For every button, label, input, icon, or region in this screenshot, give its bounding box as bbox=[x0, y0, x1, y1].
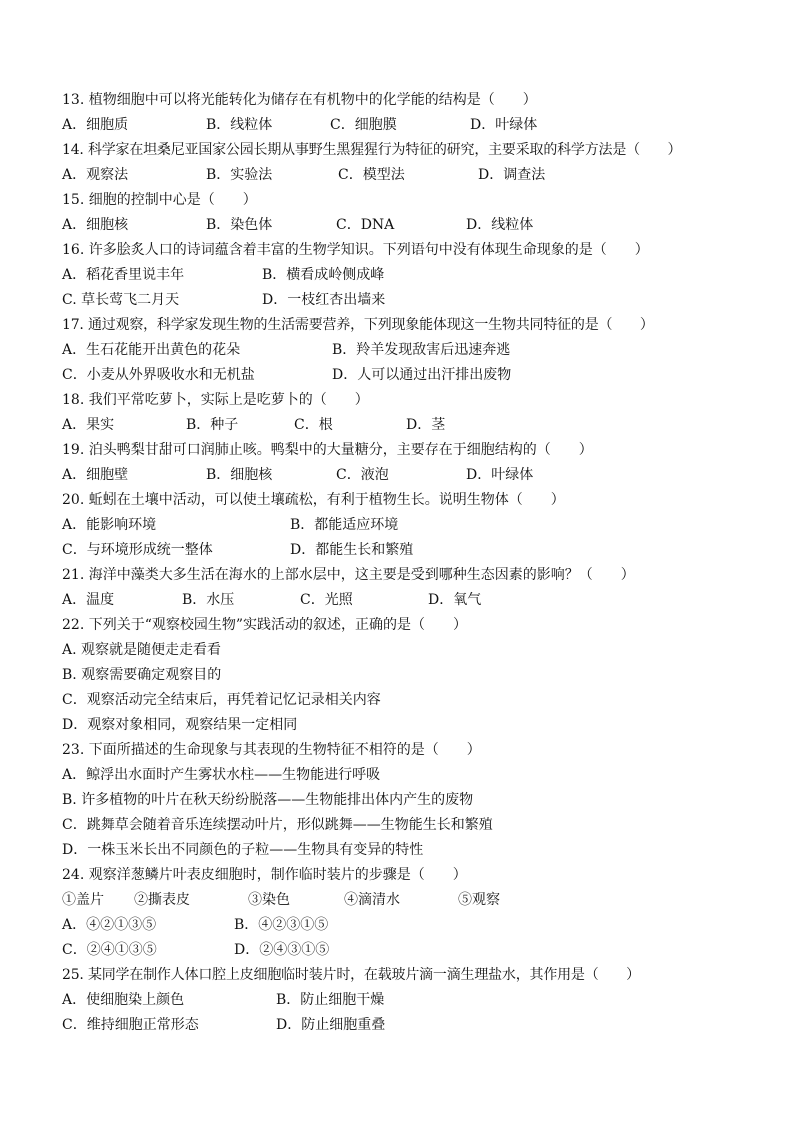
question-stem: 通过观察，科学家发现生物的生活需要营养，下列现象能体现这一生物共同特征的是（ ） bbox=[87, 317, 654, 333]
question-number: 16. bbox=[62, 242, 85, 258]
question-number: 21. bbox=[62, 567, 85, 583]
question-20-options-row2 bbox=[62, 538, 742, 563]
question-number: 18. bbox=[62, 392, 85, 408]
option-d: D．②④③①⑤ bbox=[234, 942, 330, 958]
option-c: C．小麦从外界吸收水和无机盐 bbox=[62, 367, 255, 383]
option-b: B．细胞核 bbox=[206, 467, 273, 483]
question-18-options bbox=[62, 413, 742, 438]
option-c: C．模型法 bbox=[338, 167, 405, 183]
question-20-stem bbox=[62, 488, 742, 513]
question-16-options-row2 bbox=[62, 288, 742, 313]
option-a: A．观察法 bbox=[62, 167, 129, 183]
question-number: 23. bbox=[62, 742, 85, 758]
question-22-stem bbox=[62, 613, 742, 638]
question-16-stem bbox=[62, 238, 742, 263]
option-d: D．叶绿体 bbox=[470, 117, 538, 133]
option-d: D．人可以通过出汗排出废物 bbox=[332, 367, 512, 383]
option-a: A．细胞核 bbox=[62, 217, 129, 233]
option-d: D．观察对象相同，观察结果一定相同 bbox=[62, 717, 298, 733]
exam-page bbox=[62, 88, 742, 1038]
step-2: ②撕表皮 bbox=[134, 892, 190, 908]
question-stem: 下列关于“观察校园生物”实践活动的叙述，正确的是（ ） bbox=[88, 617, 468, 633]
option-d: D．防止细胞重叠 bbox=[276, 1017, 386, 1033]
question-14-stem bbox=[62, 138, 742, 163]
question-number: 17. bbox=[62, 317, 84, 333]
option-c: C．与环境形成统一整体 bbox=[62, 542, 213, 558]
question-17-options-row1 bbox=[62, 338, 742, 363]
question-15-options bbox=[62, 213, 742, 238]
question-14-options bbox=[62, 163, 742, 188]
option-a: A．细胞壁 bbox=[62, 467, 129, 483]
option-b: B．线粒体 bbox=[206, 117, 273, 133]
question-21-options bbox=[62, 588, 742, 613]
option-d: D．茎 bbox=[406, 417, 446, 433]
question-17-options-row2 bbox=[62, 363, 742, 388]
option-a: A．细胞质 bbox=[62, 117, 129, 133]
question-number: 20. bbox=[62, 492, 85, 508]
question-stem: 蚯蚓在土壤中活动，可以使土壤疏松，有利于植物生长。说明生物体（ ） bbox=[88, 492, 565, 508]
step-4: ④滴清水 bbox=[344, 892, 400, 908]
question-number: 25. bbox=[62, 967, 84, 983]
option-b: B．水压 bbox=[182, 592, 235, 608]
option-c: C．跳舞草会随着音乐连续摆动叶片，形似跳舞——生物能生长和繁殖 bbox=[62, 817, 493, 833]
option-c: C．DNA bbox=[336, 217, 395, 233]
option-a: A．果实 bbox=[62, 417, 115, 433]
question-stem: 细胞的控制中心是（ ） bbox=[88, 192, 257, 208]
question-17-stem bbox=[62, 313, 742, 338]
option-c: C．液泡 bbox=[336, 467, 389, 483]
question-24-options-row1 bbox=[62, 913, 742, 938]
option-c: C. 草长莺飞二月天 bbox=[62, 292, 180, 308]
question-number: 22. bbox=[62, 617, 85, 633]
option-b: B. 观察需要确定观察目的 bbox=[62, 667, 222, 683]
question-19-options bbox=[62, 463, 742, 488]
option-a: A．能影响环境 bbox=[62, 517, 157, 533]
question-13-stem bbox=[62, 88, 742, 113]
question-stem: 泊头鸭梨甘甜可口润肺止咳。鸭梨中的大量糖分，主要存在于细胞结构的（ ） bbox=[88, 442, 593, 458]
question-number: 14. bbox=[62, 142, 84, 158]
question-stem: 植物细胞中可以将光能转化为储存在有机物中的化学能的结构是（ ） bbox=[88, 92, 537, 108]
option-a: A．使细胞染上颜色 bbox=[62, 992, 185, 1008]
question-24-options-row2 bbox=[62, 938, 742, 963]
question-15-stem bbox=[62, 188, 742, 213]
option-c: C．光照 bbox=[300, 592, 353, 608]
option-d: D．调查法 bbox=[478, 167, 546, 183]
option-b: B．防止细胞干燥 bbox=[276, 992, 385, 1008]
option-a: A．鲸浮出水面时产生雾状水柱——生物能进行呼吸 bbox=[62, 767, 381, 783]
question-number: 13. bbox=[62, 92, 85, 108]
option-c: C．细胞膜 bbox=[330, 117, 397, 133]
question-23-stem bbox=[62, 738, 742, 763]
question-25-options-row1 bbox=[62, 988, 742, 1013]
question-24-stem bbox=[62, 863, 742, 888]
option-c: C．维持细胞正常形态 bbox=[62, 1017, 199, 1033]
question-20-options-row1 bbox=[62, 513, 742, 538]
option-c: C．②④①③⑤ bbox=[62, 942, 157, 958]
option-d: D．都能生长和繁殖 bbox=[290, 542, 414, 558]
question-stem: 某同学在制作人体口腔上皮细胞临时装片时，在载玻片滴一滴生理盐水，其作用是（ ） bbox=[87, 967, 640, 983]
option-b: B．种子 bbox=[186, 417, 239, 433]
question-stem: 科学家在坦桑尼亚国家公园长期从事野生黑猩猩行为特征的研究，主要采取的科学方法是（ ） bbox=[87, 142, 682, 158]
question-21-stem bbox=[62, 563, 742, 588]
option-d: D．氧气 bbox=[428, 592, 482, 608]
option-a: A．生石花能开出黄色的花朵 bbox=[62, 342, 241, 358]
question-24-steps bbox=[62, 888, 742, 913]
option-a: A. 观察就是随便走走看看 bbox=[62, 642, 222, 658]
option-b: B．实验法 bbox=[206, 167, 273, 183]
question-18-stem bbox=[62, 388, 742, 413]
option-d: D．叶绿体 bbox=[466, 467, 534, 483]
option-b: B. 许多植物的叶片在秋天纷纷脱落——生物能排出体内产生的废物 bbox=[62, 792, 474, 808]
option-b: B．都能适应环境 bbox=[290, 517, 399, 533]
question-stem: 下面所描述的生命现象与其表现的生物特征不相符的是（ ） bbox=[88, 742, 481, 758]
option-b: B．横看成岭侧成峰 bbox=[262, 267, 385, 283]
option-b: B．④②③①⑤ bbox=[234, 917, 329, 933]
question-25-options-row2 bbox=[62, 1013, 742, 1038]
option-a: A．稻花香里说丰年 bbox=[62, 267, 185, 283]
option-b: B．羚羊发现敌害后迅速奔逃 bbox=[332, 342, 511, 358]
question-19-stem bbox=[62, 438, 742, 463]
option-d: D．一枝红杏出墙来 bbox=[262, 292, 386, 308]
question-16-options-row1 bbox=[62, 263, 742, 288]
step-5: ⑤观察 bbox=[458, 892, 500, 908]
option-d: D．线粒体 bbox=[466, 217, 534, 233]
question-stem: 观察洋葱鳞片叶表皮细胞时，制作临时装片的步骤是（ ） bbox=[88, 867, 467, 883]
question-number: 19. bbox=[62, 442, 85, 458]
option-c: C．根 bbox=[294, 417, 333, 433]
option-d: D．一株玉米长出不同颜色的子粒——生物具有变异的特性 bbox=[62, 842, 424, 858]
option-c: C．观察活动完全结束后，再凭着记忆记录相关内容 bbox=[62, 692, 381, 708]
question-25-stem bbox=[62, 963, 742, 988]
question-stem: 我们平常吃萝卜，实际上是吃萝卜的（ ） bbox=[88, 392, 369, 408]
question-13-options bbox=[62, 113, 742, 138]
question-number: 15. bbox=[62, 192, 85, 208]
option-a: A．温度 bbox=[62, 592, 115, 608]
option-a: A．④②①③⑤ bbox=[62, 917, 157, 933]
option-b: B．染色体 bbox=[206, 217, 273, 233]
question-number: 24. bbox=[62, 867, 85, 883]
question-stem: 海洋中藻类大多生活在海水的上部水层中，这主要是受到哪种生态因素的影响？（ ） bbox=[88, 567, 635, 583]
question-stem: 许多脍炙人口的诗词蕴含着丰富的生物学知识。下列语句中没有体现生命现象的是（ ） bbox=[88, 242, 649, 258]
step-1: ①盖片 bbox=[62, 892, 104, 908]
step-3: ③染色 bbox=[248, 892, 290, 908]
